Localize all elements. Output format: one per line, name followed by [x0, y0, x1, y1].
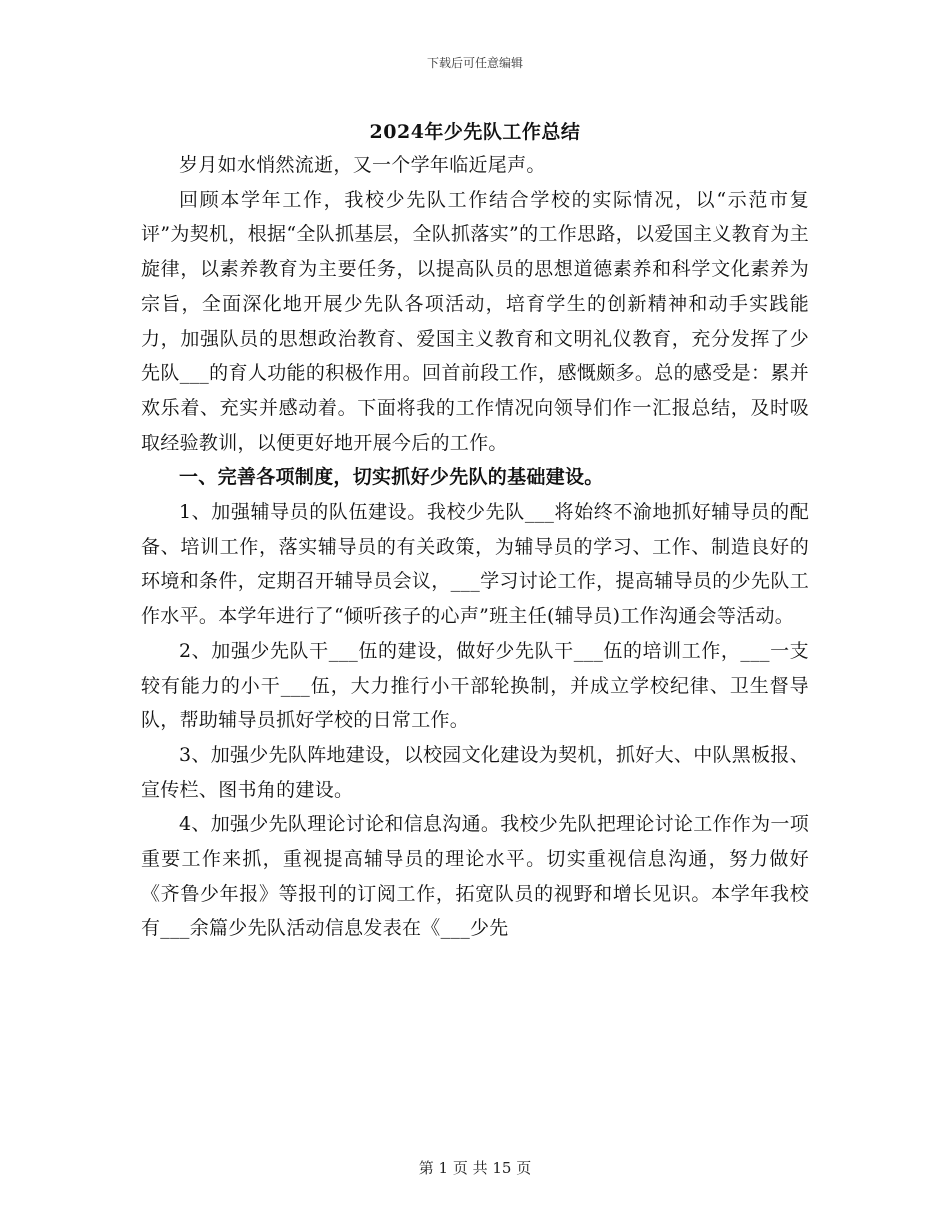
page-number-footer: 第 1 页 共 15 页 [418, 1159, 532, 1177]
document-body [141, 148, 809, 946]
paragraph-item-2: 2、加强少先队干___伍的建设，做好少先队干___伍的培训工作，___一支较有能力的小干___伍，大力推行小干部轮换制，并成立学校纪律、卫生督导队，帮助辅导员抓好学校的日常工作。 [141, 639, 809, 732]
paragraph-item-1: 1、加强辅导员的队伍建设。我校少先队___将始终不渝地抓好辅导员的配备、培训工作，落实辅导员的有关政策，为辅导员的学习、工作、制造良好的环境和条件，定期召开辅导员会议，___学习讨论工作，提高辅导员的少先队工作水平。本学年进行了“倾听孩子的心声”班主任(辅导员)工作沟通会等活动。 [141, 501, 809, 628]
paragraph-intro: 岁月如水悄然流逝，又一个学年临近尾声。 [179, 154, 546, 176]
paragraph-review: 回顾本学年工作，我校少先队工作结合学校的实际情况，以“示范市复评”为契机，根据“全队抓基层，全队抓落实”的工作思路，以爱国主义教育为主旋律，以素养教育为主要任务，以提高队员的思想道德素养和科学文化素养为宗旨，全面深化地开展少先队各项活动，培育学生的创新精神和动手实践能力，加强队员的思想政治教育、爱国主义教育和文明礼仪教育，充分发挥了少先队___的育人功能的积极作用。回首前段工作，感慨颇多。总的感受是：累并欢乐着、充实并感动着。下面将我的工作情况向领导们作一汇报总结，及时吸取经验教训，以便更好地开展今后的工作。 [141, 188, 809, 454]
header-note: 下载后可任意编辑 [426, 56, 523, 70]
paragraph-item-3: 3、加强少先队阵地建设，以校园文化建设为契机，抓好大、中队黑板报、宣传栏、图书角的建设。 [141, 743, 809, 801]
paragraph-item-4: 4、加强少先队理论讨论和信息沟通。我校少先队把理论讨论工作作为一项重要工作来抓，重视提高辅导员的理论水平。切实重视信息沟通，努力做好《齐鲁少年报》等报刊的订阅工作，拓宽队员的视野和增长见识。本学年我校有___余篇少先队活动信息发表在《___少先 [141, 813, 809, 940]
section-heading-1: 一、完善各项制度，切实抓好少先队的基础建设。 [179, 466, 604, 489]
document-title: 2024年少先队工作总结 [369, 121, 581, 143]
